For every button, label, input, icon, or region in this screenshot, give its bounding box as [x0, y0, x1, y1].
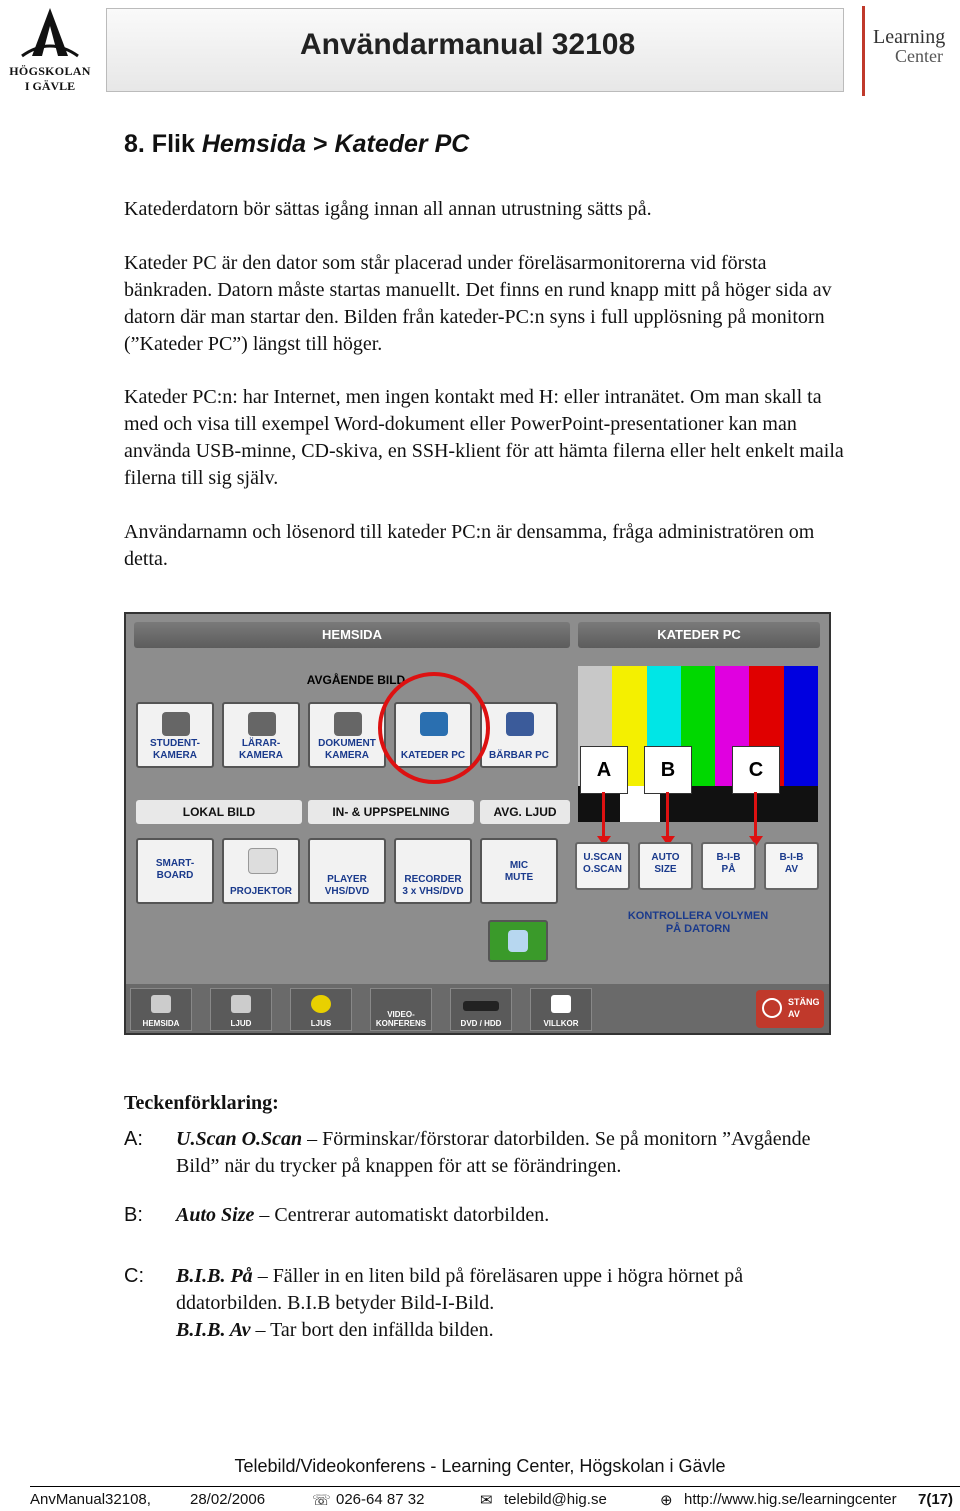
tile-label: BÄRBAR PC [489, 750, 549, 761]
legend-term-a: U.Scan O.Scan [176, 1128, 303, 1150]
footer-url[interactable]: http://www.hig.se/learningcenter [684, 1491, 897, 1508]
auto-size-button[interactable]: AUTO SIZE [638, 842, 693, 890]
nav-label: HEMSIDA [142, 1019, 180, 1028]
hogskolan-logo [2, 6, 98, 96]
footer-email[interactable]: telebild@hig.se [504, 1491, 607, 1508]
checkmark-icon [551, 995, 571, 1013]
nav-dvd-hdd[interactable] [450, 988, 512, 1031]
bar-blue [784, 666, 818, 786]
nav-label: DVD / HDD [460, 1019, 502, 1028]
nav-ljud[interactable] [210, 988, 272, 1031]
nav-label: LJUD [230, 1019, 252, 1028]
shutdown-label: STÄNG AV [788, 997, 820, 1019]
tile-label: STUDENT- KAMERA [150, 738, 200, 761]
arrow-a [602, 792, 605, 840]
student-camera-button[interactable] [136, 702, 214, 768]
footer-page: 7(17) [918, 1491, 954, 1508]
lokal-bild-label: LOKAL BILD [136, 800, 302, 824]
phone-icon: ☏ [312, 1492, 331, 1509]
light-bulb-icon [311, 995, 331, 1013]
control-panel-screenshot [124, 612, 831, 1035]
footer-date: 28/02/2006 [190, 1491, 266, 1508]
marker-c: C [732, 746, 780, 794]
nav-hemsida[interactable] [130, 988, 192, 1031]
laptop-icon [506, 712, 534, 736]
heading-separator: > [306, 130, 335, 158]
paragraph-4: Användarnamn och lösenord till kateder PC:n är densamma, fråga administratören om detta. [124, 521, 815, 570]
nav-label: VILLKOR [543, 1019, 579, 1028]
home-icon [151, 995, 171, 1013]
university-emblem-icon [2, 6, 98, 64]
legend-heading: Teckenförklaring: [124, 1092, 279, 1114]
globe-icon: ⊕ [660, 1492, 673, 1509]
in-uppspelning-label: IN- & UPPSPELNING [308, 800, 474, 824]
paragraph-2: Kateder PC är den dator som står placerad under föreläsarmonitorerna vid första bänkraden. Datorn måste startas manuellt. Det finns en rund knapp mitt på höger sida av datorn där man startar den. Bilden från kateder-PC:n syns i full upplösning på monitorn (”Kateder PC”) längst till höger. [124, 252, 832, 355]
shutdown-button[interactable] [756, 990, 824, 1028]
camera-icon [162, 712, 190, 736]
logo-right-line-1: Learning [873, 26, 946, 48]
camera-icon [248, 712, 276, 736]
nav-videokonferens[interactable] [370, 988, 432, 1031]
legend-desc-b: – Centrerar automatiskt datorbilden. [254, 1204, 550, 1226]
power-icon [762, 998, 782, 1018]
legend-letter-a: A: [124, 1128, 143, 1150]
nav-label: LJUS [310, 1019, 332, 1028]
uscan-oscan-button[interactable]: U.SCAN O.SCAN [575, 842, 630, 890]
tile-label: RECORDER 3 x VHS/DVD [402, 874, 464, 897]
heading-prefix: 8. Flik [124, 130, 202, 158]
document-camera-icon [334, 712, 362, 736]
tile-label: PROJEKTOR [229, 886, 293, 897]
legend-term-b: Auto Size [176, 1204, 255, 1226]
heading-tab-name: Hemsida [201, 130, 307, 158]
tile-label: DOKUMENT KAMERA [318, 738, 376, 761]
nav-villkor[interactable] [530, 988, 592, 1031]
tile-label: MIC MUTE [504, 860, 534, 883]
tile-label: SMART- BOARD [155, 858, 195, 881]
legend-text-c [176, 1263, 836, 1344]
footer-doc: AnvManual32108, [30, 1491, 151, 1508]
paragraph-3: Kateder PC:n: har Internet, men ingen kontakt med H: eller intranätet. Om man skall ta med och visa till exempel Word-dokument eller PowerPoint-presentationer kan man använda USB-minne, CD-skiva, en SSH-klient för att hämta filerna eller helt enkelt maila filerna till sig själv. [124, 386, 844, 489]
tile-label: LÄRAR- KAMERA [239, 738, 283, 761]
teacher-camera-button[interactable] [222, 702, 300, 768]
kateder-pc-header: KATEDER PC [578, 622, 820, 648]
laptop-button[interactable] [480, 702, 558, 768]
avg-ljud-label: AVG. LJUD [480, 800, 570, 824]
projector-button[interactable] [222, 838, 300, 904]
legend-letter-c: C: [124, 1265, 144, 1287]
speaker-icon [231, 995, 251, 1013]
arrow-c [754, 792, 757, 840]
legend-text-a [176, 1126, 836, 1180]
document-camera-button[interactable] [308, 702, 386, 768]
volume-instruction: KONTROLLERA VOLYMEN PÅ DATORN [627, 910, 769, 935]
legend-desc-c: – Fäller in en liten bild på föreläsaren uppe i högra hörnet på ddatorbilden. B.I.B betyder Bild-I-Bild. [176, 1265, 744, 1314]
logo-right-line-2: Center [895, 46, 943, 66]
bottom-navigation [126, 984, 829, 1033]
legend-term-c2: B.I.B. Av [176, 1319, 251, 1341]
dvd-player-icon [463, 1001, 499, 1011]
logo-line-2: I GÄVLE [24, 79, 76, 93]
tile-label: PLAYER VHS/DVD [324, 874, 370, 897]
avgaende-bild-label: AVGÅENDE BILD [306, 673, 406, 687]
smartboard-button[interactable] [136, 838, 214, 904]
microphone-button[interactable] [488, 920, 548, 962]
nav-ljus[interactable] [290, 988, 352, 1031]
heading-subtab-name: Kateder PC [334, 130, 470, 158]
legend-term-c: B.I.B. På [176, 1265, 253, 1287]
paragraph-1: Katederdatorn bör sättas igång innan all annan utrustning sätts på. [124, 198, 652, 220]
projector-screen-icon [248, 848, 278, 874]
legend-text-b [176, 1202, 836, 1229]
arrow-b [666, 792, 669, 840]
legend-desc-a: – Förminskar/förstorar datorbilden. Se på monitorn ”Avgående Bild” när du trycker på knappen för att se förändringen. [176, 1128, 811, 1177]
legend-desc-c2: – Tar bort den infällda bilden. [250, 1319, 494, 1341]
document-title: Användarmanual 32108 [300, 28, 636, 61]
section-heading [124, 130, 469, 159]
legend-letter-b: B: [124, 1204, 143, 1226]
bib-off-button[interactable]: B-I-B AV [764, 842, 819, 890]
mic-mute-button[interactable] [480, 838, 558, 904]
player-button[interactable] [308, 838, 386, 904]
highlight-circle [378, 672, 490, 784]
marker-a: A [580, 746, 628, 794]
logo-line-1: HÖGSKOLAN [9, 64, 91, 78]
bib-on-button[interactable]: B-I-B PÅ [701, 842, 756, 890]
footer-bar [30, 1486, 960, 1511]
footer-phone: 026-64 87 32 [336, 1491, 425, 1508]
nav-label: VIDEO- KONFERENS [375, 1010, 427, 1028]
tile-label: KATEDER PC [400, 750, 466, 761]
footer-organization: Telebild/Videokonferens - Learning Center, Högskolan i Gävle [234, 1456, 726, 1476]
envelope-icon: ✉ [480, 1492, 493, 1509]
microphone-icon [508, 930, 528, 952]
learning-center-logo [862, 6, 960, 96]
marker-b: B [644, 746, 692, 794]
hemsida-header: HEMSIDA [134, 622, 570, 648]
recorder-button[interactable] [394, 838, 472, 904]
